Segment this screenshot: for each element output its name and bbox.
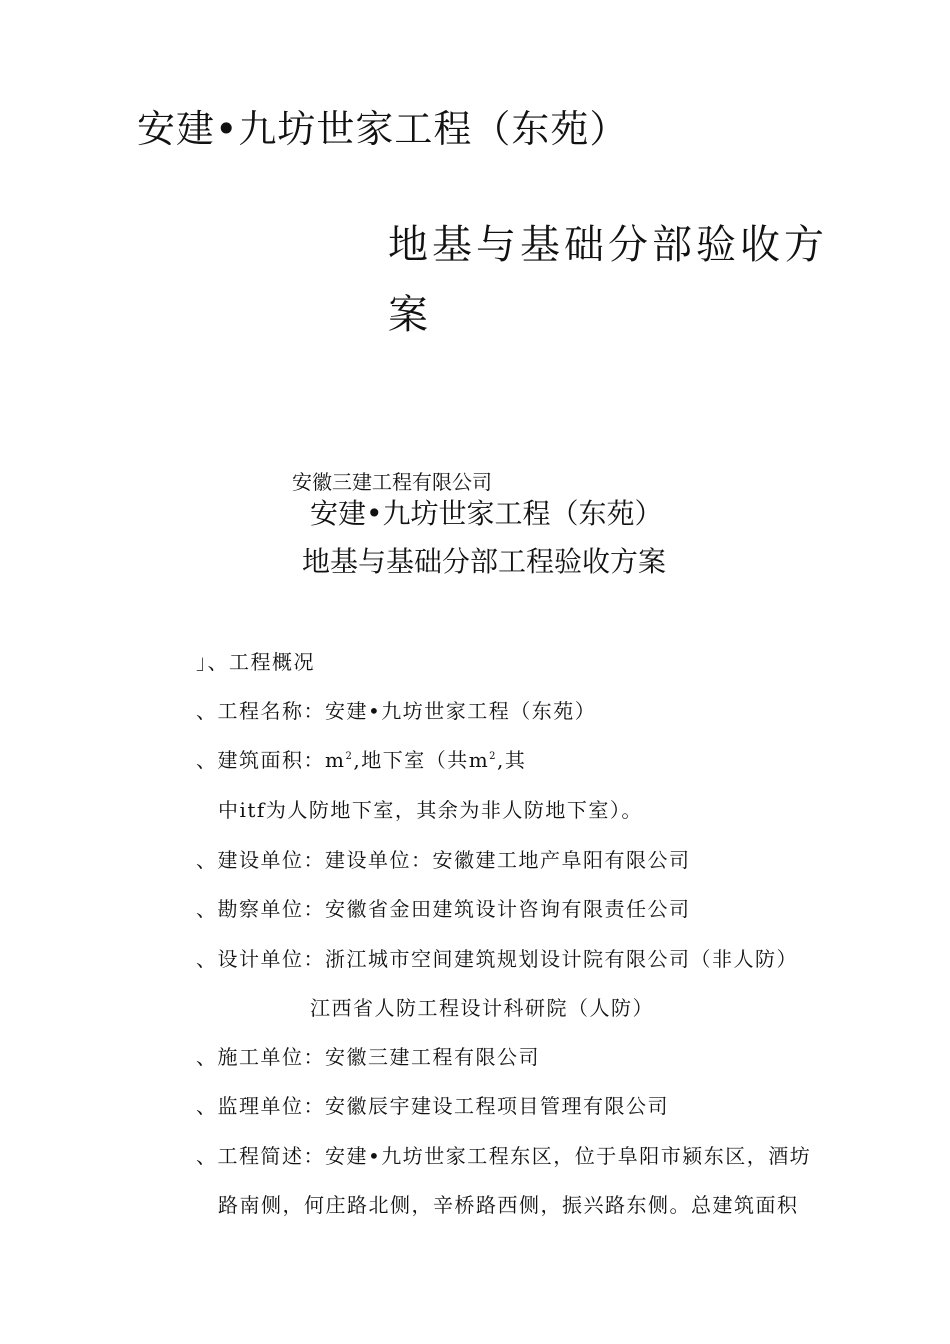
builder-unit: 、建设单位：建设单位：安徽建工地产阜阳有限公司 [196, 848, 691, 872]
cover-subtitle-line2: 案 [388, 292, 428, 338]
project-name: 、工程名称：安建•九坊世家工程（东苑） [196, 699, 597, 723]
building-area-part3: ,其 [497, 748, 527, 772]
unit-superscript: 2 [345, 751, 354, 762]
cover-subtitle-line1: 地基与基础分部验收方 [388, 222, 828, 268]
building-area-continued: 中itf为人防地下室，其余为非人防地下室）。 [218, 798, 643, 822]
cover-title: 安建•九坊世家工程（东苑） [137, 107, 629, 151]
company-name: 安徽三建工程有限公司 [292, 470, 492, 494]
project-description-continued: 路南侧，何庄路北侧，辛桥路西侧，振兴路东侧。总建筑面积 [218, 1193, 799, 1217]
design-unit-continued: 江西省人防工程设计科研院（人防） [310, 996, 654, 1020]
section-heading: 」、工程概况 [196, 650, 315, 674]
supervision-unit: 、监理单位：安徽辰宇建设工程项目管理有限公司 [196, 1094, 669, 1118]
building-area-part2: ,地下室（共m [353, 748, 490, 772]
unit-superscript: 2 [489, 751, 498, 762]
design-unit: 、设计单位：浙江城市空间建筑规划设计院有限公司（非人防） [196, 947, 798, 971]
doc-title: 安建•九坊世家工程（东苑） [310, 497, 663, 530]
project-description: 、工程简述：安建•九坊世家工程东区，位于阜阳市颍东区，酒坊 [196, 1144, 812, 1168]
building-area [196, 744, 526, 773]
building-area-part1: 、建筑面积：m [196, 748, 346, 772]
doc-subtitle: 地基与基础分部工程验收方案 [302, 545, 667, 578]
survey-unit: 、勘察单位：安徽省金田建筑设计咨询有限责任公司 [196, 897, 691, 921]
construction-unit: 、施工单位：安徽三建工程有限公司 [196, 1045, 540, 1069]
